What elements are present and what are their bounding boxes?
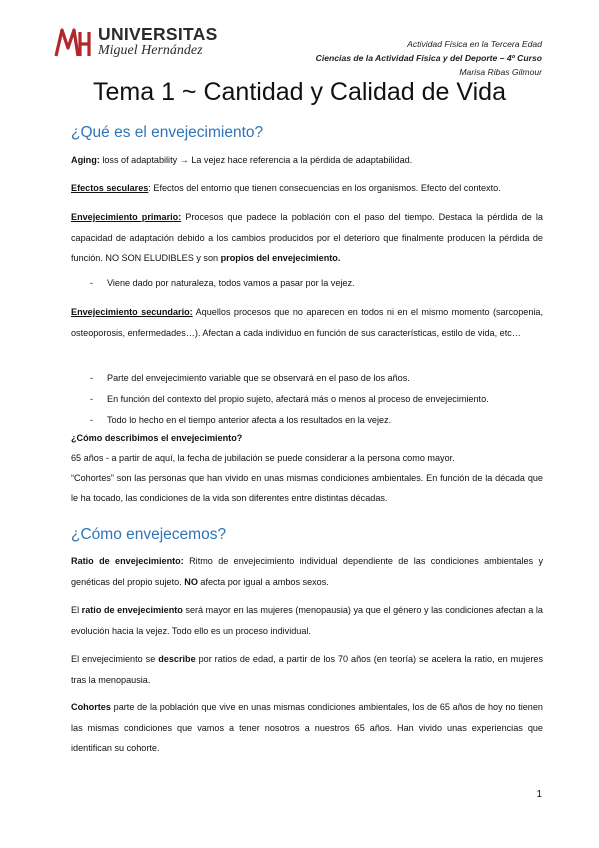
list-item-text: En función del contexto del propio sujeto, afectará más o menos al proceso de envejecimiento. — [107, 394, 489, 404]
list-item-text: Parte del envejecimiento variable que se observará en el paso de los años. — [107, 373, 410, 383]
paragraph-cohortes — [71, 697, 543, 759]
seculares-label: Efectos seculares — [71, 183, 149, 193]
list-item-secundario-3: - Todo lo hecho en el tiempo anterior afecta a los resultados en la vejez. — [90, 415, 392, 425]
primario-label: Envejecimiento primario: — [71, 212, 182, 222]
list-item-secundario-2: - En función del contexto del propio sujeto, afectará más o menos al proceso de envejecimiento. — [90, 394, 489, 404]
ratio-text-a: Ritmo de envejecimiento individual dependiente de las condiciones ambientales y genéticas del propio sujeto. — [71, 556, 543, 587]
describimos-text-2: “Cohortes” son las personas que han vivido en unas mismas condiciones ambientales. En función de la década que le ha tocado, las condiciones de la vida son diferentes entre distintas décadas. — [71, 473, 543, 503]
p4-text-b: parte de la población que vive en unas mismas condiciones ambientales, los de 65 años de hoy no tienen las mismas condiciones que vamos a tener nosotros a nuestros 65 años. Han vivido unas experiencias que identifican su cohorte. — [71, 702, 543, 753]
paragraph-envejecimiento-primario — [71, 207, 543, 269]
p3-text-a: El envejecimiento se — [71, 654, 159, 664]
list-item-secundario-1: - Parte del envejecimiento variable que se observará en el paso de los años. — [90, 373, 410, 383]
seculares-text: : Efectos del entorno que tienen consecuencias en los organismos. Efecto del contexto. — [148, 183, 501, 193]
describimos-question — [71, 430, 543, 447]
logo-text-miguel-hernandez: Miguel Hernández — [98, 43, 203, 58]
aging-label: Aging: — [71, 155, 100, 165]
list-item-text: Todo lo hecho en el tiempo anterior afecta a los resultados en la vejez. — [107, 415, 392, 425]
list-item-primario: - Viene dado por naturaleza, todos vamos a pasar por la vejez. — [90, 278, 355, 288]
degree-name: Ciencias de la Actividad Física y del Deporte – 4º Curso — [315, 53, 542, 63]
p2-bold: ratio de envejecimiento — [81, 605, 183, 615]
aging-text: loss of adaptability → La vejez hace referencia a la pérdida de adaptabilidad. — [99, 155, 413, 165]
paragraph-efectos-seculares — [71, 178, 543, 199]
ratio-bold-no: NO — [184, 576, 198, 587]
list-item-text: Viene dado por naturaleza, todos vamos a pasar por la vejez. — [107, 278, 355, 288]
logo-text-universitas: UNIVERSITAS — [98, 24, 218, 44]
p4-bold: Cohortes — [71, 702, 111, 712]
p3-bold: describe — [158, 654, 196, 664]
author-name: Marisa Ribas Gilmour — [459, 67, 542, 77]
paragraph-cohortes-intro — [71, 469, 543, 508]
section-heading-que-es: ¿Qué es el envejecimiento? — [71, 124, 264, 141]
ratio-text-b: afecta por igual a ambos sexos. — [197, 576, 329, 587]
document-header-info — [316, 37, 542, 79]
describimos-text-1: 65 años - a partir de aquí, la fecha de jubilación se puede considerar a la persona como mayor. — [71, 453, 455, 463]
primario-bold: propios del envejecimiento. — [220, 253, 341, 263]
secundario-label: Envejecimiento secundario: — [71, 307, 193, 317]
course-name: Actividad Física en la Tercera Edad — [407, 39, 542, 49]
page-title: Tema 1 ~ Cantidad y Calidad de Vida — [92, 78, 506, 106]
page-number: 1 — [536, 789, 542, 800]
paragraph-ratio — [71, 551, 543, 592]
paragraph-describe — [71, 649, 543, 690]
describimos-label: ¿Cómo describimos el envejecimiento? — [71, 433, 243, 443]
secundario-text: Aquellos procesos que no aparecen en todos ni en el mismo momento (sarcopenia, osteoporosis, enfermedades…). Afectan a cada individuo en función de sus características, estilo de vida, etc… — [71, 307, 543, 338]
paragraph-65-anos — [71, 448, 543, 468]
paragraph-envejecimiento-secundario — [71, 302, 543, 343]
paragraph-ratio-mujeres — [71, 600, 543, 641]
umh-logo-icon — [52, 24, 92, 60]
p3-text-b: por ratios de edad, a partir de los 70 años (en teoría) se acelera la ratio, en mujeres tras la menopausia. — [71, 654, 543, 685]
university-logo — [52, 22, 232, 62]
paragraph-aging — [71, 150, 543, 171]
primario-text: Procesos que padece la población con el paso del tiempo. Destaca la pérdida de la capacidad de adaptación debido a los cambios producidos por el deterioro que finalmente producen la pérdida de función. NO SON ELUDIBLES y son — [71, 212, 543, 263]
p2-text-b: será mayor en las mujeres (menopausia) ya que el género y las condiciones afectan a la evolución hacia la vejez. Todo ello es un proceso individual. — [71, 605, 543, 636]
section-heading-como-envejecemos: ¿Cómo envejecemos? — [71, 526, 227, 543]
ratio-label: Ratio de envejecimiento: — [71, 556, 184, 566]
p2-text-a: El — [71, 605, 82, 615]
